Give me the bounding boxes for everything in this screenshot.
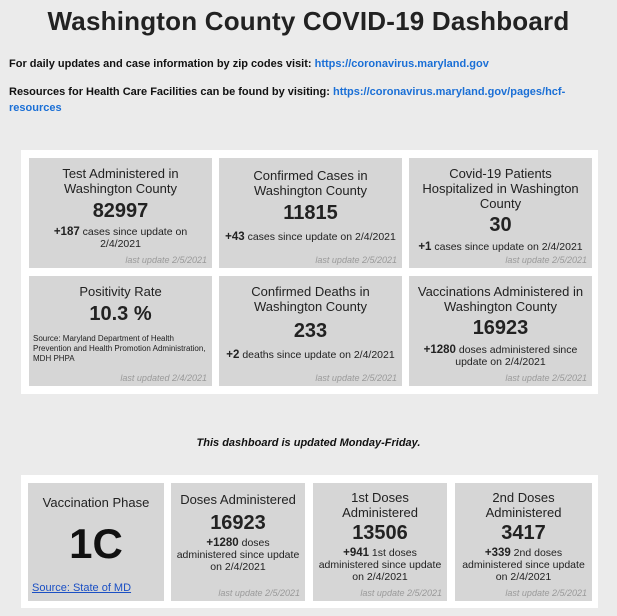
card-vacc-value: 16923 [472,317,529,339]
card-vacc-change: +1280 doses administered since update on 2/4/2021 [423,344,578,368]
first-doses-updated: last update 2/5/2021 [360,588,442,598]
phase-label: Vaccination Phase [42,495,150,510]
card-hospitalized [409,158,592,268]
info-line-updates [9,56,489,72]
card-positivity [29,276,212,386]
info-resources-text: Resources for Health Care Facilities can be found by visiting: [9,86,333,98]
card-vacc-updated: last update 2/5/2021 [505,373,587,383]
card-vaccination-phase [28,483,164,601]
card-deaths-updated: last update 2/5/2021 [315,373,397,383]
card-tests [29,158,212,268]
vaccine-panel [21,475,598,608]
doses-change: +1280 doses administered since update on 2/4/2021 [176,537,300,573]
second-doses-updated: last update 2/5/2021 [505,588,587,598]
card-cases-updated: last update 2/5/2021 [315,255,397,265]
card-cases-value: 11815 [283,202,338,224]
card-deaths-change: +2 deaths since update on 2/4/2021 [226,349,395,361]
card-tests-change: +187 cases since update on 2/4/2021 [53,226,188,250]
card-hosp-value: 30 [489,214,512,236]
info-line-resources [9,84,609,116]
card-positivity-updated: last updated 2/4/2021 [120,373,207,383]
card-vaccinations [409,276,592,386]
second-doses-value: 3417 [501,522,546,544]
card-hosp-updated: last update 2/5/2021 [505,255,587,265]
card-second-doses [455,483,592,601]
card-deaths-label: Confirmed Deaths in Washington County [251,284,370,314]
card-cases-change: +43 cases since update on 2/4/2021 [225,231,396,243]
card-deaths [219,276,402,386]
card-cases-label: Confirmed Cases in Washington County [253,168,368,198]
doses-updated: last update 2/5/2021 [218,588,300,598]
card-cases [219,158,402,268]
card-hosp-label: Covid-19 Patients Hospitalized in Washington County [422,166,579,211]
first-doses-change: +941 1st doses administered since update on 2/4/2021 [318,547,442,583]
page-title: Washington County COVID-19 Dashboard [47,6,570,36]
doses-label: Doses Administered [180,492,296,507]
doses-value: 16923 [210,512,266,534]
first-doses-value: 13506 [352,522,408,544]
card-vacc-label: Vaccinations Administered in Washington County [417,284,584,314]
card-doses [171,483,305,601]
second-doses-label: 2nd Doses Administered [485,490,562,520]
stats-panel [21,150,598,394]
card-tests-label: Test Administered in Washington County [62,166,179,196]
card-positivity-label: Positivity Rate [79,284,162,299]
card-positivity-source: Source: Maryland Department of Health Prevention and Health Promotion Administration, MDH PHPA [33,334,206,363]
hcf-resources-link[interactable]: https://coronavirus.maryland.gov/pages/hcf- resources [9,86,566,114]
card-tests-updated: last update 2/5/2021 [125,255,207,265]
card-tests-value: 82997 [92,200,149,222]
card-hosp-change: +1 cases since update on 2/4/2021 [418,241,583,253]
state-of-md-source-link[interactable]: Source: State of MD [32,582,132,594]
card-positivity-value: 10.3 % [89,303,152,325]
update-schedule-note: This dashboard is updated Monday-Friday. [196,437,421,449]
card-first-doses [313,483,447,601]
first-doses-label: 1st Doses Administered [342,490,418,520]
phase-value: 1C [69,520,123,567]
card-deaths-value: 233 [293,320,328,342]
info-updates-text: For daily updates and case information by zip codes visit: [9,58,315,70]
maryland-coronavirus-link[interactable]: https://coronavirus.maryland.gov [314,58,489,70]
second-doses-change: +339 2nd doses administered since update on 2/4/2021 [462,547,585,583]
